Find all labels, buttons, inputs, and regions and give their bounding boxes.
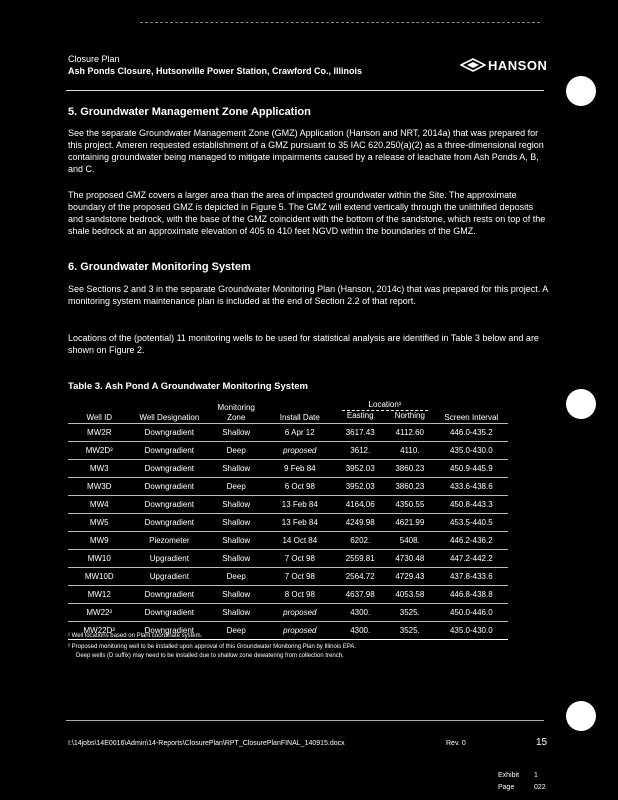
table-cell: 5408. — [385, 532, 435, 550]
table-caption: Table 3. Ash Pond A Groundwater Monitoring System — [68, 381, 308, 392]
table-header-row — [68, 400, 508, 411]
table-cell: 4110. — [385, 442, 435, 460]
table-cell: 446.0-435.2 — [435, 424, 508, 442]
page-number: 15 — [536, 737, 548, 748]
table-row — [68, 604, 508, 622]
footer-file-path: I:\14jobs\14E0016\Admin\14-Reports\ClosurePlan\RPT_ClosurePlanFINAL_140915.docx — [68, 740, 345, 747]
table-cell: proposed — [264, 442, 335, 460]
table-cell: 435.0-430.0 — [435, 622, 508, 640]
table-cell: 4249.98 — [335, 514, 385, 532]
footer-rule — [66, 720, 544, 721]
table-cell: MW12 — [68, 586, 131, 604]
table-row — [68, 532, 508, 550]
table-cell: MW10 — [68, 550, 131, 568]
table-row — [68, 460, 508, 478]
table-row — [68, 514, 508, 532]
table-cell: MW22² — [68, 604, 131, 622]
table-cell: MW3 — [68, 460, 131, 478]
table-cell: 7 Oct 98 — [264, 550, 335, 568]
table-cell: 6 Apr 12 — [264, 424, 335, 442]
table-cell: Deep — [208, 622, 264, 640]
section6-paragraph-2: Locations of the (potential) 11 monitoring wells to be used for statistical analysis are identified in Table 3 below and are shown on Figure 2. — [68, 333, 539, 355]
scan-top-line — [140, 22, 540, 23]
header-designation: Well Designation — [139, 413, 200, 422]
exhibit-page-code: 022 — [534, 784, 546, 791]
table-cell: Downgradient — [131, 424, 209, 442]
table-cell: 6202. — [335, 532, 385, 550]
table-cell: proposed — [264, 622, 335, 640]
table-row — [68, 568, 508, 586]
exhibit-page-label: Page — [498, 784, 515, 791]
section5-paragraph-2: The proposed GMZ covers a larger area than the area of impacted groundwater within the Site. The approximate boundary of the proposed GMZ is depicted in Figure 5. The GMZ will extend vertically through the unlithified deposits and sandstone bedrock, with the base of the GMZ coincident with the bottom of the sandstone, which rests on top of the shale bedrock at an approximate elevation of 405 to 410 feet NGVD within the boundaries of the GMZ. — [68, 190, 546, 236]
table-cell: Shallow — [208, 550, 264, 568]
site-title: Ash Ponds Closure, Hutsonville Power Station, Crawford Co., Illinois — [68, 66, 363, 76]
table-cell: 4637.98 — [335, 586, 385, 604]
table-cell: Shallow — [208, 514, 264, 532]
exhibit-label: Exhibit — [498, 772, 520, 779]
table-cell: 4164.06 — [335, 496, 385, 514]
table-cell: Deep — [208, 568, 264, 586]
table-cell: 450.9-445.9 — [435, 460, 508, 478]
table-cell: 13 Feb 84 — [264, 514, 335, 532]
footer-revision: Rev. 0 — [446, 740, 466, 747]
header-easting: Easting — [346, 411, 374, 420]
binder-hole-bottom — [566, 701, 596, 731]
table-cell: Shallow — [208, 496, 264, 514]
hanson-logo — [460, 58, 547, 73]
exhibit-stamp — [498, 772, 538, 779]
table-cell: Downgradient — [131, 442, 209, 460]
table-cell: Deep — [208, 442, 264, 460]
table-cell: 9 Feb 84 — [264, 460, 335, 478]
table-cell: 3860.23 — [385, 478, 435, 496]
table-cell: 3860.23 — [385, 460, 435, 478]
table-row — [68, 442, 508, 460]
table-cell: 6 Oct 98 — [264, 478, 335, 496]
table-cell: Upgradient — [131, 568, 209, 586]
footnote-3: Deep wells (D suffix) may need to be installed due to shallow zone dewatering from collection trench. — [76, 653, 344, 659]
table-cell: 446.2-436.2 — [435, 532, 508, 550]
header-install-date: Install Date — [279, 413, 320, 422]
table-cell: 447.2-442.2 — [435, 550, 508, 568]
table-cell: 4300. — [335, 604, 385, 622]
header-well-id: Well ID — [86, 413, 113, 422]
table-cell: 8 Oct 98 — [264, 586, 335, 604]
table-cell: Piezometer — [131, 532, 209, 550]
table-cell: 4730.48 — [385, 550, 435, 568]
table-cell: Downgradient — [131, 604, 209, 622]
table-cell: 435.0-430.0 — [435, 442, 508, 460]
table-cell: Downgradient — [131, 460, 209, 478]
table-cell: 4300. — [335, 622, 385, 640]
header-zone: Monitoring Zone — [217, 403, 255, 422]
table-cell: Shallow — [208, 604, 264, 622]
table-cell: 14 Oct 84 — [264, 532, 335, 550]
table-cell: 3612. — [335, 442, 385, 460]
section5-paragraph-1: See the separate Groundwater Management Zone (GMZ) Application (Hanson and NRT, 2014a) that was prepared for this project. Ameren requested establishment of a GMZ pursuant to 35 IAC 620.250(a)(2) as a three-dimensional region containing groundwater being managed to mitigate impairments caused by a release of leachate from Ash Ponds A, B, and C. — [68, 128, 544, 174]
table-cell: MW3D — [68, 478, 131, 496]
table-row — [68, 478, 508, 496]
table-cell: 3952.03 — [335, 478, 385, 496]
table-cell: MW5 — [68, 514, 131, 532]
table-cell: Deep — [208, 478, 264, 496]
table-cell: 3525. — [385, 622, 435, 640]
table-cell: Downgradient — [131, 478, 209, 496]
header-northing: Northing — [394, 411, 425, 420]
table-cell: MW22D² — [68, 622, 131, 640]
header-location-cell — [335, 400, 434, 411]
table-row — [68, 550, 508, 568]
footnote-2: ² Proposed monitoring well to be installed upon approval of this Groundwater Monitoring Plan by Illinois EPA. — [68, 644, 357, 650]
table-cell: 2559.81 — [335, 550, 385, 568]
table-cell: 4053.58 — [385, 586, 435, 604]
header-rule — [66, 90, 544, 91]
table-cell: Downgradient — [131, 622, 209, 640]
table-row — [68, 496, 508, 514]
table-cell: 4112.60 — [385, 424, 435, 442]
table-cell: 450.8-443.3 — [435, 496, 508, 514]
table-cell: 453.5-440.5 — [435, 514, 508, 532]
table-cell: Downgradient — [131, 496, 209, 514]
table-body — [68, 424, 508, 640]
table-cell: MW2R — [68, 424, 131, 442]
table-cell: 446.8-438.8 — [435, 586, 508, 604]
table-cell: Upgradient — [131, 550, 209, 568]
hanson-logo-mark-icon — [460, 58, 486, 72]
binder-hole-top — [566, 76, 596, 106]
table-cell: 433.6-438.6 — [435, 478, 508, 496]
table-cell: MW2D² — [68, 442, 131, 460]
exhibit-page-stamp — [498, 784, 546, 791]
table-cell: Shallow — [208, 532, 264, 550]
section6-paragraph-1: See Sections 2 and 3 in the separate Groundwater Monitoring Plan (Hanson, 2014c) that was prepared for this project. A monitoring system maintenance plan is included at the end of Section 2.2 of that report. — [68, 284, 548, 306]
exhibit-number: 1 — [534, 772, 538, 779]
section5-heading: 5. Groundwater Management Zone Application — [68, 106, 311, 118]
table-cell: Downgradient — [131, 586, 209, 604]
table-cell: 2564.72 — [335, 568, 385, 586]
table-cell: 7 Oct 98 — [264, 568, 335, 586]
header-location: Location¹ — [342, 400, 428, 411]
logo-text: HANSON — [488, 58, 548, 73]
table-row — [68, 424, 508, 442]
binder-hole-middle — [566, 389, 596, 419]
table-cell: 3617.43 — [335, 424, 385, 442]
table-row — [68, 586, 508, 604]
table-cell: 4729.43 — [385, 568, 435, 586]
table-cell: 437.8-433.6 — [435, 568, 508, 586]
table-cell: proposed — [264, 604, 335, 622]
monitoring-wells-table — [68, 400, 508, 640]
table-cell: 3525. — [385, 604, 435, 622]
table-cell: MW9 — [68, 532, 131, 550]
table-cell: 3952.03 — [335, 460, 385, 478]
table-cell: MW4 — [68, 496, 131, 514]
header-screen-interval: Screen Interval — [444, 413, 499, 422]
table-cell: 4350.55 — [385, 496, 435, 514]
table-cell: Shallow — [208, 586, 264, 604]
table-cell: 13 Feb 84 — [264, 496, 335, 514]
footnote-1: ¹ Well locations based on Plant coordinate system. — [68, 633, 203, 639]
doc-title: Closure Plan — [68, 54, 120, 64]
table-cell: 4621.99 — [385, 514, 435, 532]
table-cell: Downgradient — [131, 514, 209, 532]
table-cell: Shallow — [208, 460, 264, 478]
table-cell: 450.0-446.0 — [435, 604, 508, 622]
table-cell: MW10D — [68, 568, 131, 586]
table-cell: Shallow — [208, 424, 264, 442]
section6-heading: 6. Groundwater Monitoring System — [68, 261, 251, 273]
